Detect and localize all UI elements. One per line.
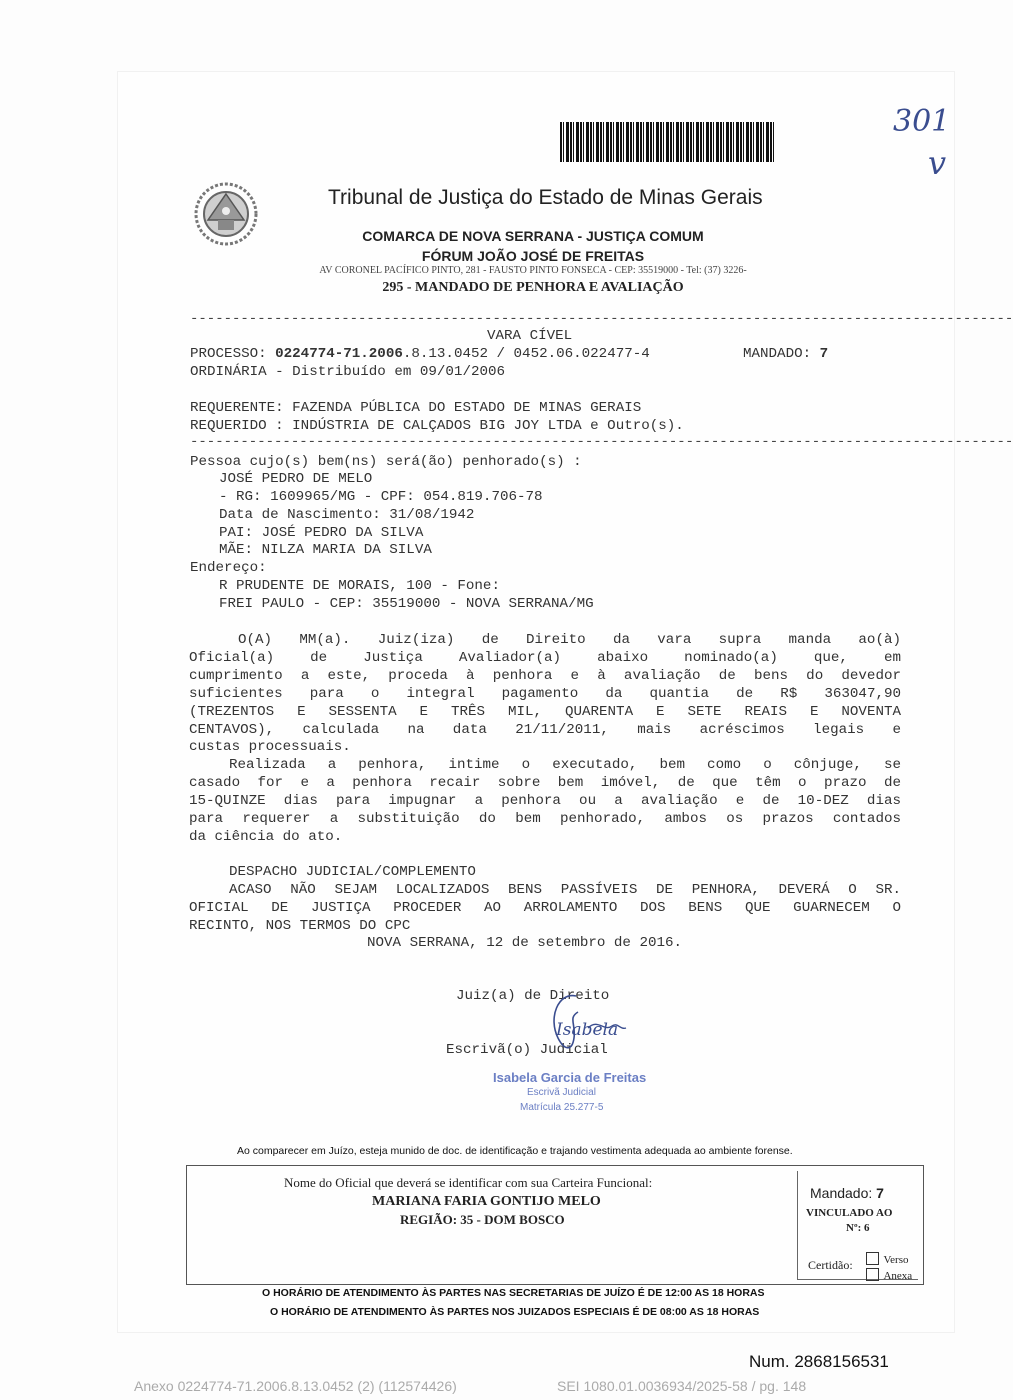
process-number-rest: .8.13.0452 / 0452.06.022477-4: [402, 346, 650, 362]
process-line: [190, 346, 650, 364]
forum-title: FÓRUM JOÃO JOSÉ DE FREITAS: [421, 248, 645, 264]
handwritten-mark: v: [928, 144, 947, 182]
person-mother: MÃE: NILZA MARIA DA SILVA: [219, 542, 432, 558]
notice-line: 15-QUINZE dias para impugnar a penhora ou a avaliação e de 10-DEZ dias: [189, 793, 901, 809]
dress-notice: Ao comparecer em Juízo, esteja munido de doc. de identificação e trajando vestimenta adequada ao ambiente forense.: [237, 1145, 793, 1157]
person-intro: Pessoa cujo(s) bem(ns) será(ão) penhorado(s) :: [190, 454, 582, 470]
order-line: (TREZENTOS E SESSENTA E TRÊS MIL, QUARENTA E SETE REAIS E NOVENTA: [189, 704, 901, 720]
certidao-label: Certidão:: [808, 1258, 853, 1272]
court-address: AV CORONEL PACÍFICO PINTO, 281 - FAUSTO PINTO FONSECA - CEP: 35519000 - Tel: (37) 3226-: [319, 265, 747, 276]
address-line-2: FREI PAULO - CEP: 35519000 - NOVA SERRANA/MG: [219, 596, 594, 612]
verso-label: Verso: [883, 1254, 909, 1266]
hours-line-1: O HORÁRIO DE ATENDIMENTO ÀS PARTES NAS SECRETARIAS DE JUÍZO É DE 12:00 AS 18 HORAS: [262, 1287, 765, 1299]
barcode: [560, 122, 775, 162]
order-line: CENTAVOS), calculada na data 21/11/2011, mais acréscimos legais e: [189, 722, 901, 738]
order-line: O(A) MM(a). Juiz(iza) de Direito da vara supra manda ao(à): [238, 632, 901, 648]
anexa-checkbox[interactable]: [866, 1268, 879, 1281]
address-label: Endereço:: [190, 560, 267, 576]
document-type: 295 - MANDADO DE PENHORA E AVALIAÇÃO: [382, 280, 684, 295]
mandado-header: [743, 346, 828, 364]
comarca-title: COMARCA DE NOVA SERRANA - JUSTIÇA COMUM: [362, 228, 704, 244]
person-name: JOSÉ PEDRO DE MELO: [219, 471, 373, 487]
person-ids: - RG: 1609965/MG - CPF: 054.819.706-78: [219, 489, 543, 505]
date-line: NOVA SERRANA, 12 de setembro de 2016.: [367, 935, 683, 951]
despacho-title: DESPACHO JUDICIAL/COMPLEMENTO: [229, 864, 476, 880]
officer-name: MARIANA FARIA GONTIJO MELO: [372, 1194, 601, 1209]
vara-label: VARA CÍVEL: [487, 328, 573, 344]
order-line: Oficial(a) de Justiça Avaliador(a) abaixo nominado(a) que, em: [189, 650, 901, 666]
divider-top: --------------------------------------------------------------------------------------------------: [190, 311, 1013, 327]
person-father: PAI: JOSÉ PEDRO DA SILVA: [219, 525, 424, 541]
distribution-line: ORDINÁRIA - Distribuído em 09/01/2006: [190, 364, 506, 380]
sei-reference: SEI 1080.01.0036934/2025-58 / pg. 148: [557, 1378, 807, 1394]
box-mandado-number: 7: [876, 1185, 884, 1201]
box-mandado: [810, 1185, 884, 1201]
requerido-line: REQUERIDO : INDÚSTRIA DE CALÇADOS BIG JOY LTDA e Outro(s).: [190, 418, 684, 434]
mandado-label: MANDADO:: [743, 346, 812, 362]
order-line: suficientes para o integral pagamento da quantia de R$ 363047,90: [189, 686, 901, 702]
clerk-stamp-name: Isabela Garcia de Freitas: [493, 1070, 647, 1085]
clerk-stamp-role: Escrivã Judicial: [527, 1087, 596, 1098]
requerente-line: REQUERENTE: FAZENDA PÚBLICA DO ESTADO DE MINAS GERAIS: [190, 400, 642, 416]
anexo-reference: Anexo 0224774-71.2006.8.13.0452 (2) (112574426): [134, 1378, 457, 1394]
clerk-label: Escrivã(o) Judicial: [446, 1042, 608, 1058]
despacho-line: RECINTO, NOS TERMOS DO CPC: [189, 918, 411, 934]
box-mandado-label: Mandado:: [810, 1185, 873, 1201]
officer-region: REGIÃO: 35 - DOM BOSCO: [400, 1212, 565, 1227]
divider-middle: --------------------------------------------------------------------------------------------------: [190, 434, 1013, 450]
document-num: Num. 2868156531: [749, 1352, 889, 1371]
notice-line: Realizada a penhora, intime o executado, bem como o cônjuge, se: [229, 757, 901, 773]
vinculado-number: Nº: 6: [846, 1222, 870, 1234]
handwritten-signature: Isabela: [556, 1020, 619, 1040]
notice-line: para requerer a substituição do bem penhorado, ambos os prazos contados: [189, 811, 901, 827]
anexa-label: Anexa: [883, 1270, 913, 1282]
despacho-line: OFICIAL DE JUSTIÇA PROCEDER AO ARROLAMENTO DOS BENS QUE GUARNECEM O: [189, 900, 901, 916]
hours-line-2: O HORÁRIO DE ATENDIMENTO ÀS PARTES NOS JUIZADOS ESPECIAIS É DE 08:00 AS 18 HORAS: [270, 1306, 760, 1318]
person-birth: Data de Nascimento: 31/08/1942: [219, 507, 475, 523]
court-title: Tribunal de Justiça do Estado de Minas Gerais: [328, 186, 763, 209]
judge-label: Juiz(a) de Direito: [456, 988, 610, 1004]
handwritten-page-number: 301: [893, 104, 951, 139]
officer-instruction: Nome do Oficial que deverá se identificar com sua Carteira Funcional:: [284, 1175, 653, 1190]
notice-line: da ciência do ato.: [189, 829, 343, 845]
vinculado-label: VINCULADO AO: [806, 1207, 893, 1219]
order-line: cumprimento a este, proceda à penhora e à avaliação de bens do devedor: [189, 668, 901, 684]
order-line: custas processuais.: [189, 739, 351, 755]
address-line-1: R PRUDENTE DE MORAIS, 100 - Fone:: [219, 578, 500, 594]
process-number-main: 0224774-71.2006: [275, 346, 403, 362]
clerk-stamp-registration: Matrícula 25.277-5: [520, 1102, 604, 1113]
certidao-anexa[interactable]: [866, 1266, 912, 1284]
notice-line: casado for e a penhora recair sobre bem imóvel, de que têm o prazo de: [189, 775, 901, 791]
despacho-line: ACASO NÃO SEJAM LOCALIZADOS BENS PASSÍVEIS DE PENHORA, DEVERÁ O SR.: [229, 882, 901, 898]
process-label: PROCESSO:: [190, 346, 267, 362]
mandado-number: 7: [819, 346, 829, 362]
verso-checkbox[interactable]: [866, 1252, 879, 1265]
